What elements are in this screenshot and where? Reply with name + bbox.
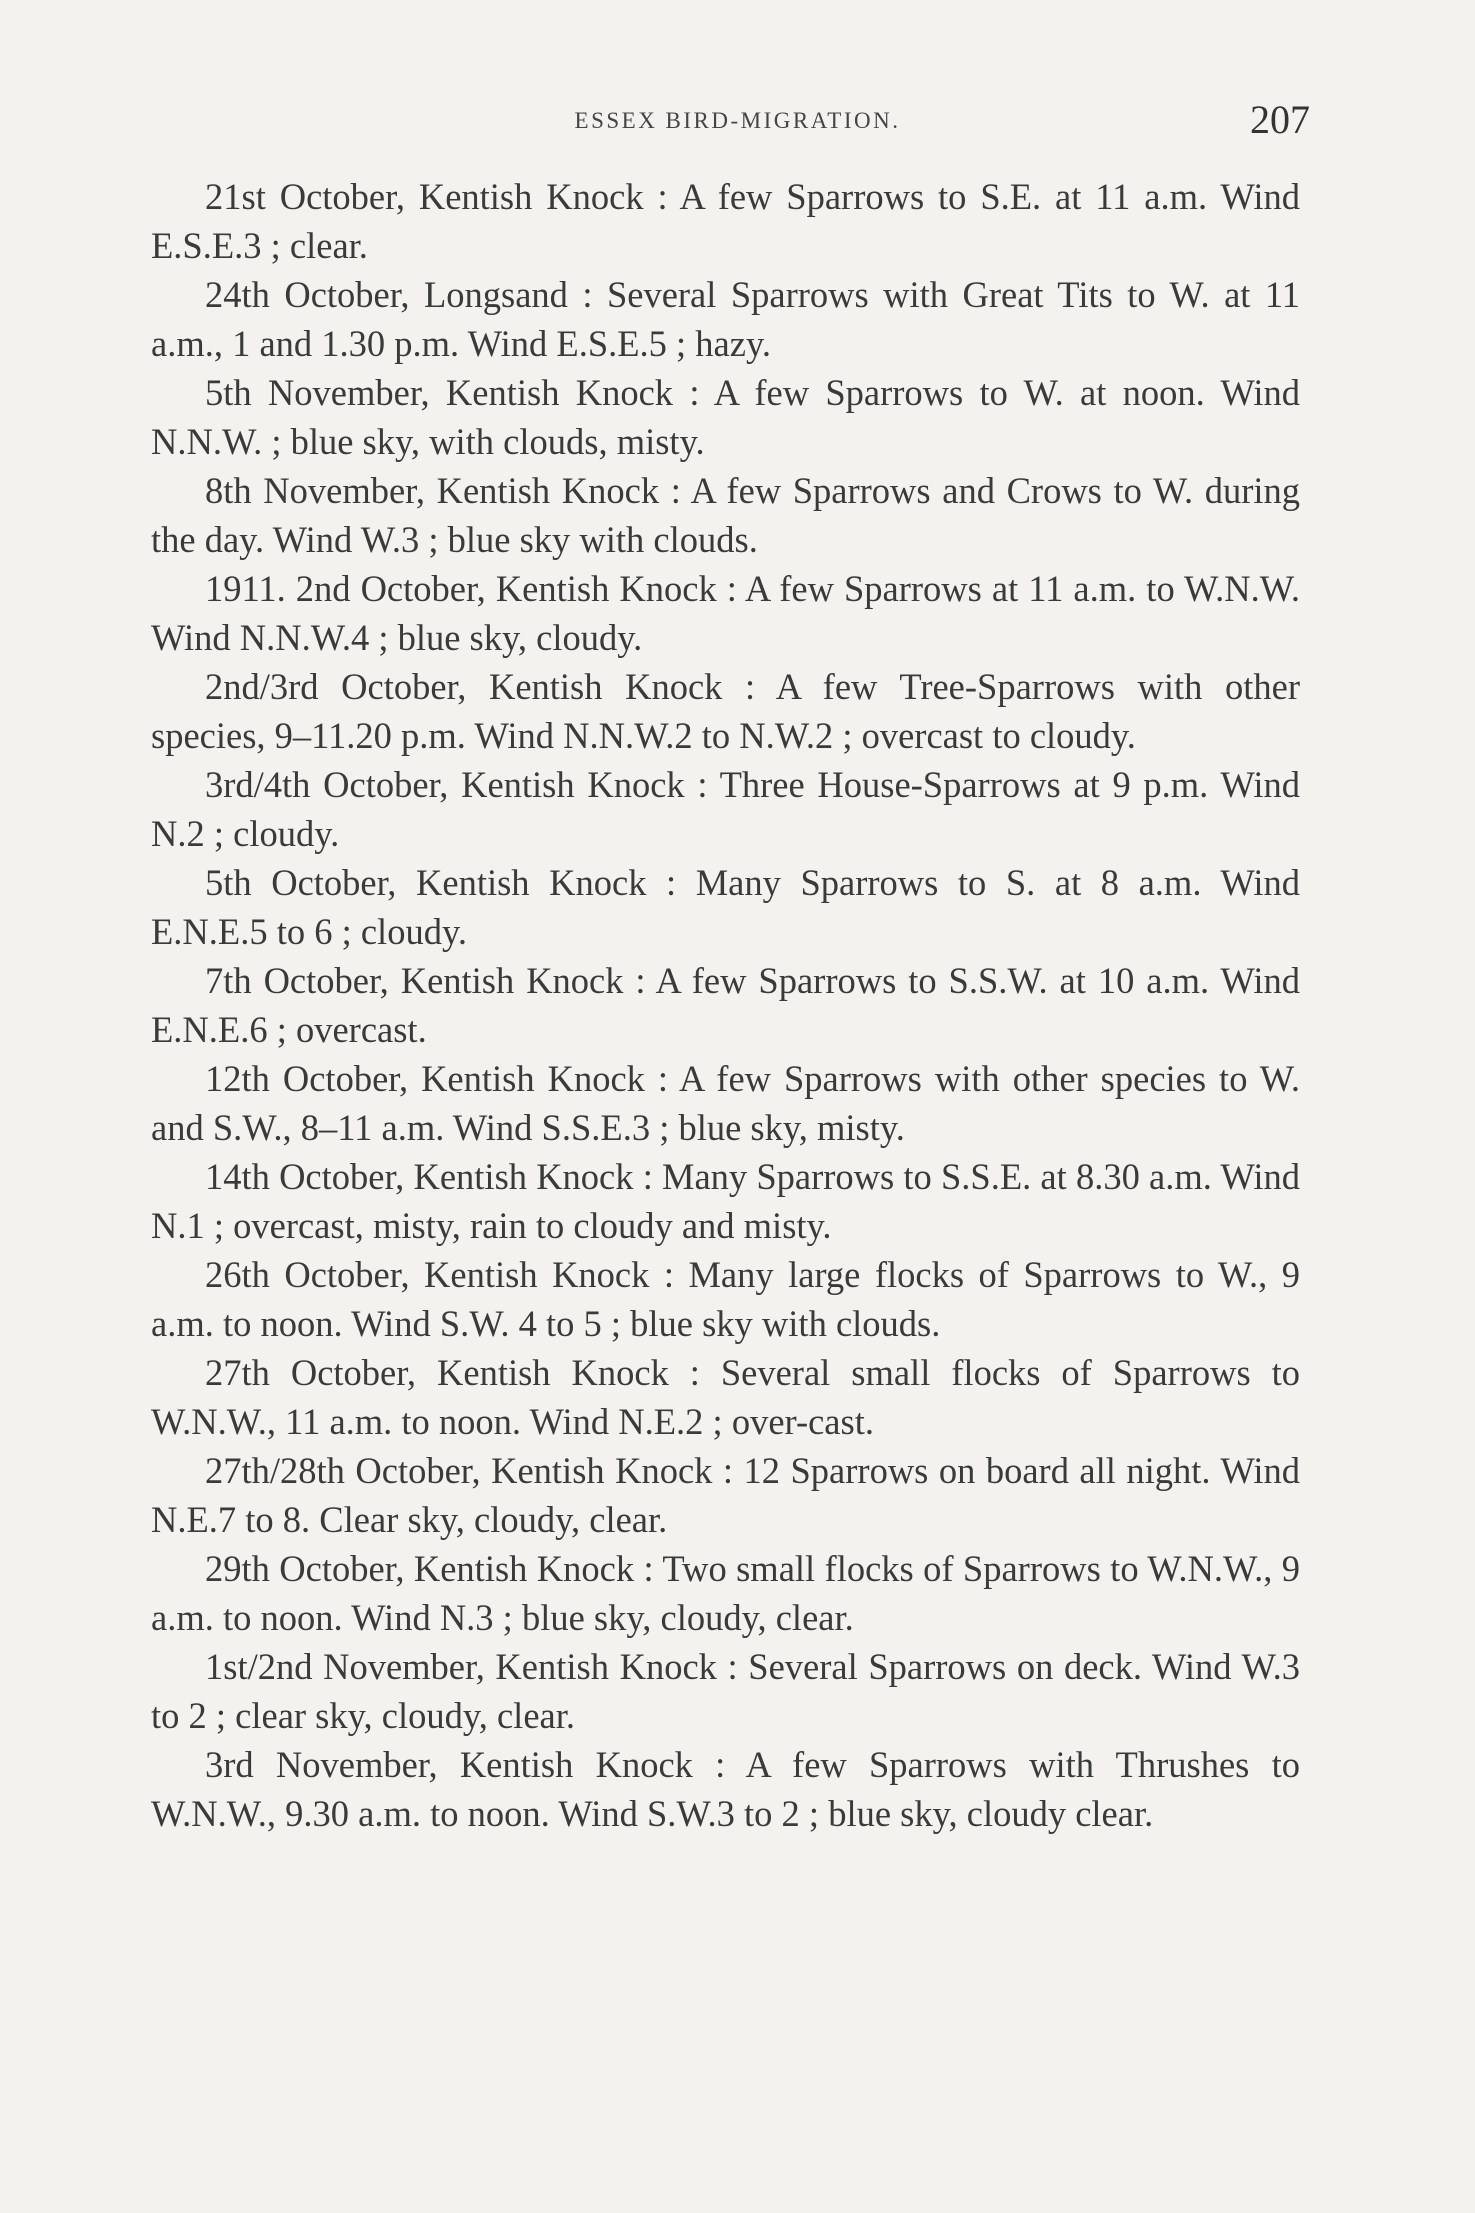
entry-1-2-nov: 1st/2nd November, Kentish Knock : Several Sparrows on deck. Wind W.3 to 2 ; clear sky, cloudy, clear. xyxy=(151,1646,1300,1736)
entry-29-oct: 29th October, Kentish Knock : Two small flocks of Sparrows to W.N.W., 9 a.m. to noon. Wind N.3 ; blue sky, cloudy, clear. xyxy=(151,1548,1300,1638)
running-title: ESSEX BIRD-MIGRATION. xyxy=(574,108,901,133)
entry-2-3-oct: 2nd/3rd October, Kentish Knock : A few Tree-Sparrows with other species, 9–11.20 p.m. Wind N.N.W.2 to N.W.2 ; overcast to cloudy. xyxy=(151,666,1300,756)
body-text xyxy=(151,172,1300,1838)
entry-3-nov: 3rd November, Kentish Knock : A few Sparrows with Thrushes to W.N.W., 9.30 a.m. to noon. Wind S.W.3 to 2 ; blue sky, cloudy clear. xyxy=(151,1744,1300,1834)
entry-3-4-oct: 3rd/4th October, Kentish Knock : Three House-Sparrows at 9 p.m. Wind N.2 ; cloudy. xyxy=(151,764,1300,854)
entry-8-nov: 8th November, Kentish Knock : A few Sparrows and Crows to W. during the day. Wind W.3 ; blue sky with clouds. xyxy=(151,470,1300,560)
entry-5-oct: 5th October, Kentish Knock : Many Sparrows to S. at 8 a.m. Wind E.N.E.5 to 6 ; cloudy. xyxy=(151,862,1300,952)
entry-21-oct: 21st October, Kentish Knock : A few Sparrows to S.E. at 11 a.m. Wind E.S.E.3 ; clear. xyxy=(151,176,1300,266)
entry-1911-2-oct: 1911. 2nd October, Kentish Knock : A few Sparrows at 11 a.m. to W.N.W. Wind N.N.W.4 ; blue sky, cloudy. xyxy=(151,568,1300,658)
entry-26-oct: 26th October, Kentish Knock : Many large flocks of Sparrows to W., 9 a.m. to noon. Wind S.W. 4 to 5 ; blue sky with clouds. xyxy=(151,1254,1300,1344)
entry-5-nov: 5th November, Kentish Knock : A few Sparrows to W. at noon. Wind N.N.W. ; blue sky, with clouds, misty. xyxy=(151,372,1300,462)
page-number: 207 xyxy=(1250,97,1310,142)
entry-7-oct: 7th October, Kentish Knock : A few Sparrows to S.S.W. at 10 a.m. Wind E.N.E.6 ; overcast. xyxy=(151,960,1300,1050)
entry-14-oct: 14th October, Kentish Knock : Many Sparrows to S.S.E. at 8.30 a.m. Wind N.1 ; overcast, misty, rain to cloudy and misty. xyxy=(151,1156,1300,1246)
entry-27-28-oct: 27th/28th October, Kentish Knock : 12 Sparrows on board all night. Wind N.E.7 to 8. Clear sky, cloudy, clear. xyxy=(151,1450,1300,1540)
running-head xyxy=(0,96,1475,146)
entry-24-oct: 24th October, Longsand : Several Sparrows with Great Tits to W. at 11 a.m., 1 and 1.30 p.m. Wind E.S.E.5 ; hazy. xyxy=(151,274,1300,364)
entry-27-oct: 27th October, Kentish Knock : Several small flocks of Sparrows to W.N.W., 11 a.m. to noon. Wind N.E.2 ; over-cast. xyxy=(151,1352,1300,1442)
entry-12-oct: 12th October, Kentish Knock : A few Sparrows with other species to W. and S.W., 8–11 a.m. Wind S.S.E.3 ; blue sky, misty. xyxy=(151,1058,1300,1148)
